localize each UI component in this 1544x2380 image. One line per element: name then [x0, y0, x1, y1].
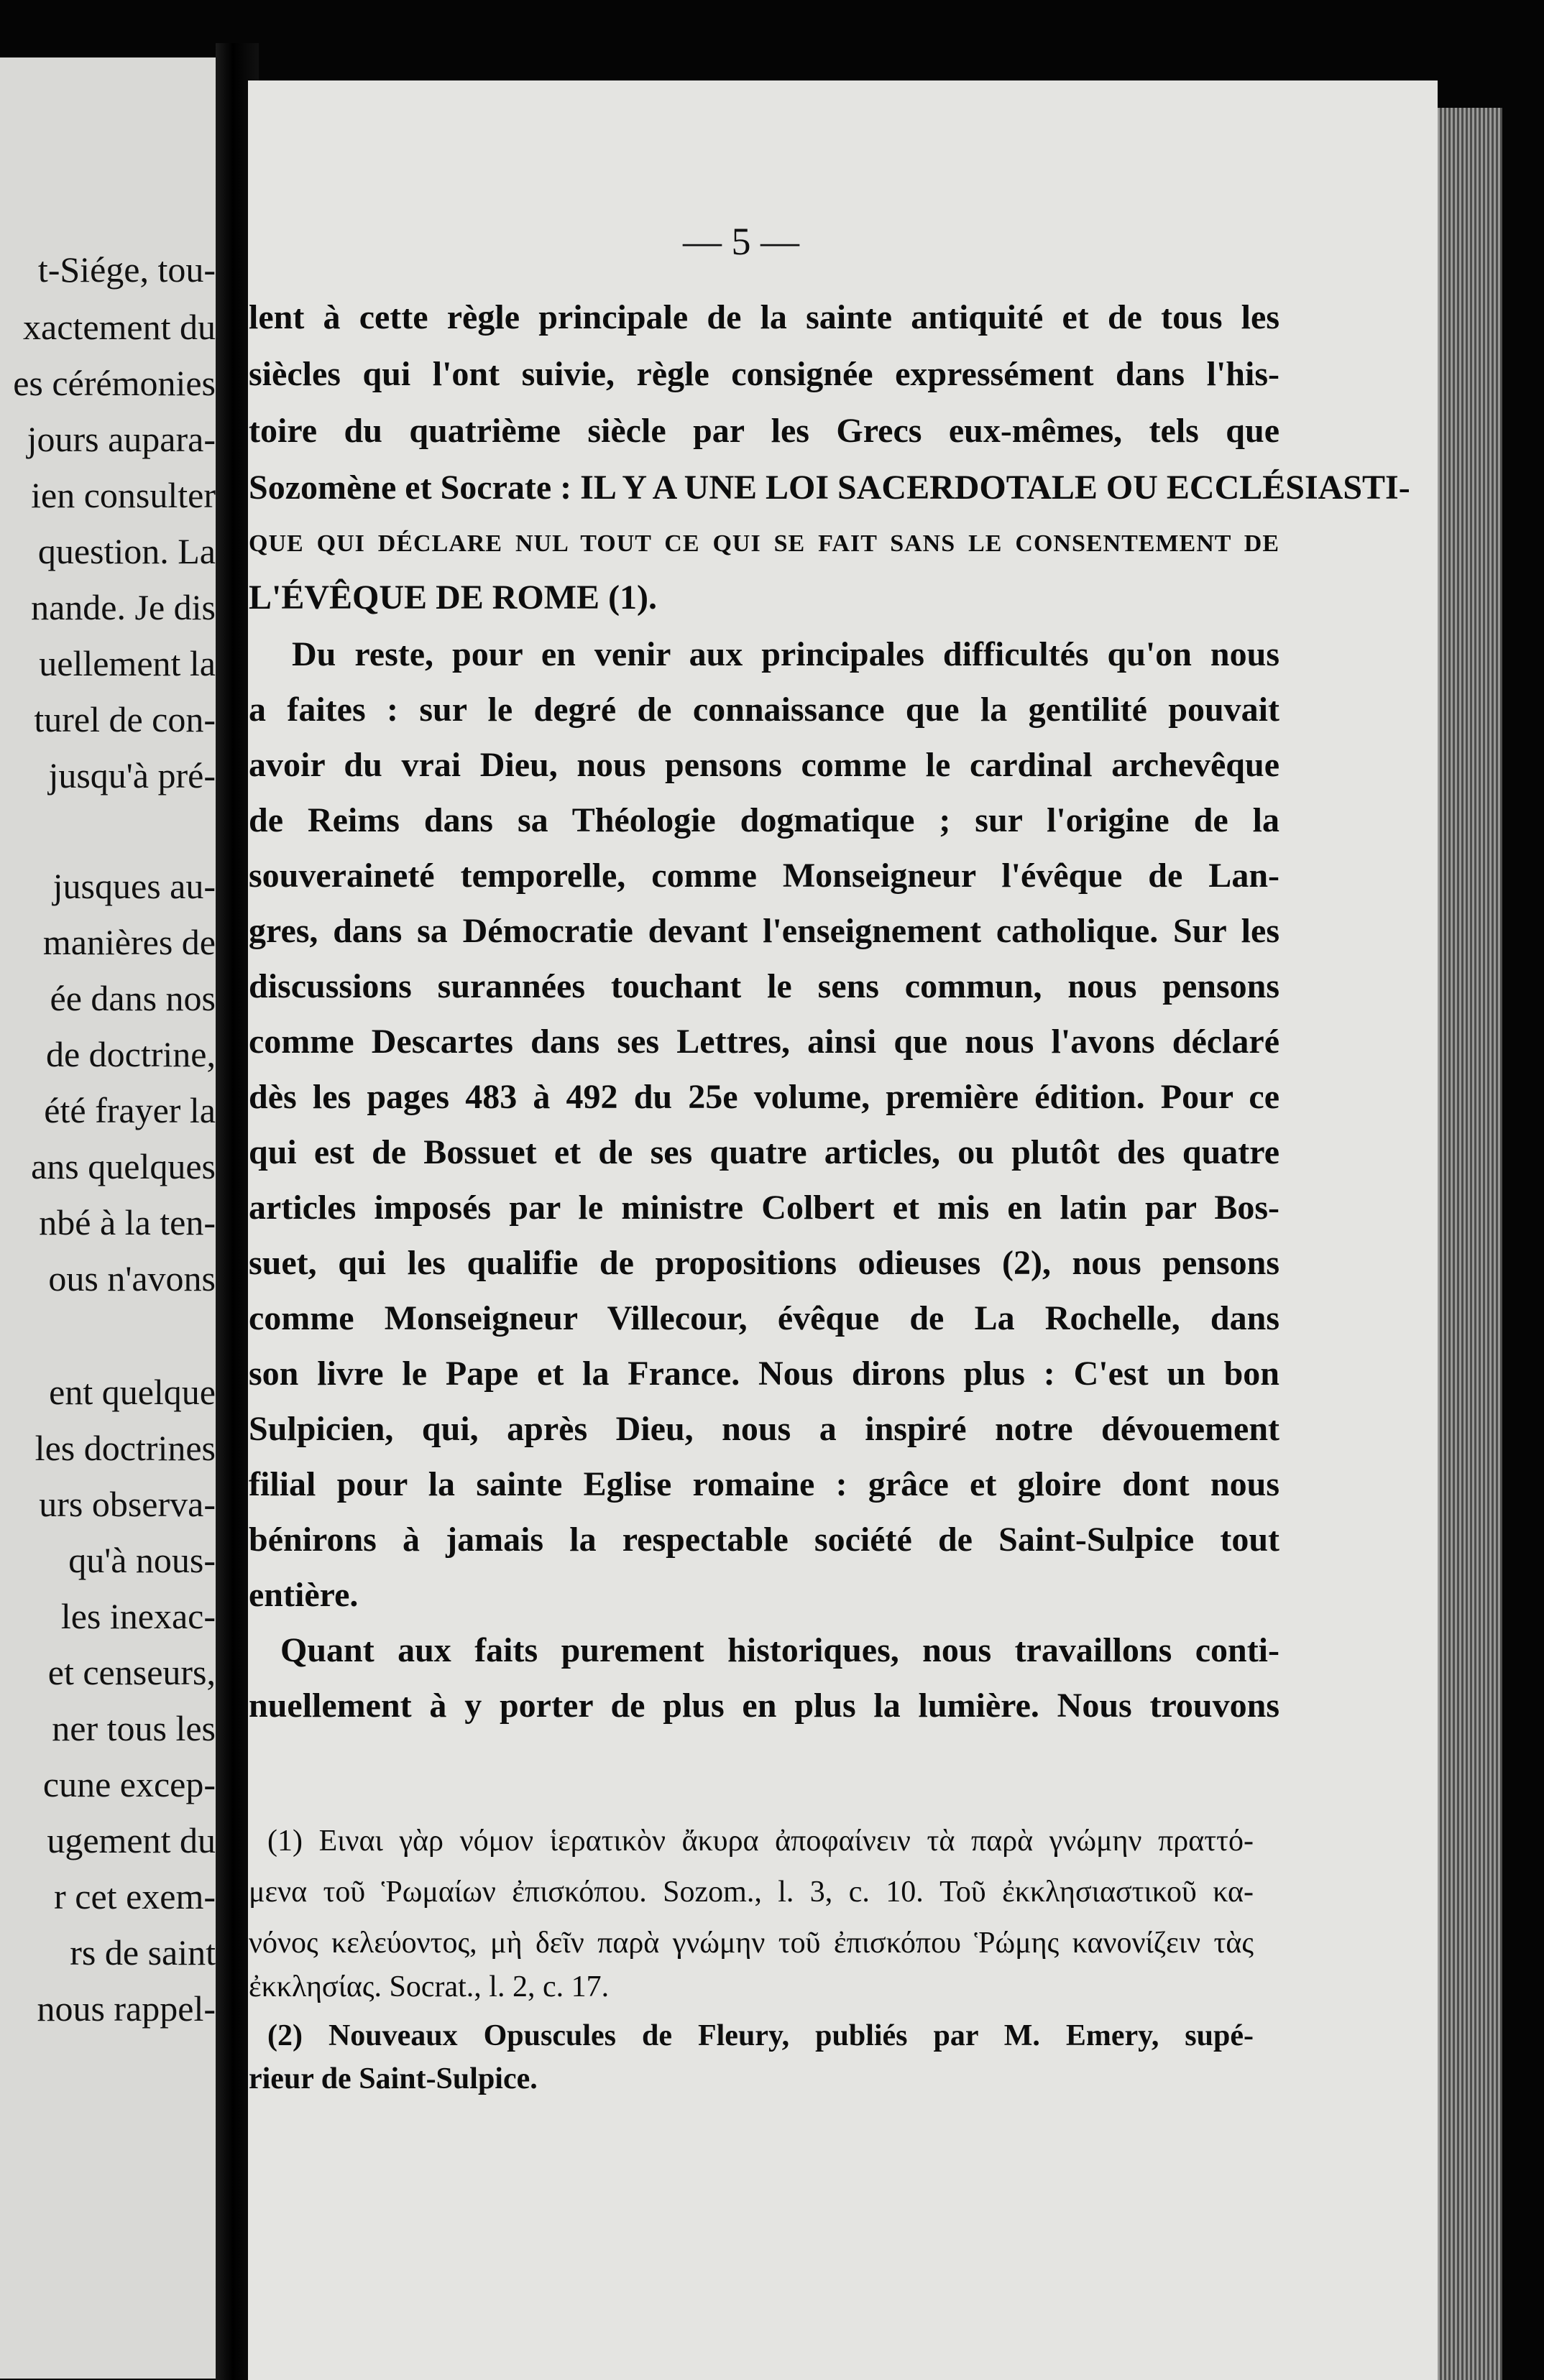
paragraph-first-line: Du reste, pour en venir aux principales difficultés qu'on nous: [292, 635, 1279, 673]
left-line: nous rappel-: [37, 1988, 216, 2029]
body-line: dès les pages 483 à 492 du 25e volume, première édition. Pour ce: [249, 1078, 1279, 1116]
left-line: cune excep-: [42, 1764, 216, 1804]
body-line: Sozomène et Socrate : IL Y A UNE LOI SACERDOTALE OU ECCLÉSIASTI-: [249, 469, 1410, 507]
body-line-small-caps: QUE QUI DÉCLARE NUL TOUT CE QUI SE FAIT SANS LE CONSENTEMENT DE: [249, 530, 1279, 557]
left-line: jours aupara-: [27, 419, 216, 459]
body-line: gres, dans sa Démocratie devant l'enseignement catholique. Sur les: [249, 912, 1279, 950]
body-line: siècles qui l'ont suivie, règle consignée expressément dans l'his-: [249, 355, 1279, 393]
left-line: nbé à la ten-: [39, 1202, 216, 1242]
left-line: xactement du: [23, 307, 216, 347]
body-line: comme Monseigneur Villecour, évêque de La Rochelle, dans: [249, 1299, 1279, 1337]
left-line: uellement la: [39, 643, 216, 683]
footnote-line: rieur de Saint-Sulpice.: [249, 2062, 538, 2095]
body-line: comme Descartes dans ses Lettres, ainsi que nous l'avons déclaré: [249, 1023, 1279, 1061]
body-line: son livre le Pape et la France. Nous dirons plus : C'est un bon: [249, 1355, 1279, 1393]
left-line: jusques au-: [52, 866, 216, 906]
footnote-line: μενα τοῦ Ῥωμαίων ἐπισκόπου. Sozom., l. 3, c. 10. Τοῦ ἐκκλησιαστικοῦ κα-: [249, 1876, 1254, 1909]
left-line: ent quelque: [49, 1372, 216, 1412]
left-line: ous n'avons: [48, 1258, 216, 1299]
left-line: manières de: [42, 922, 216, 962]
body-line: souveraineté temporelle, comme Monseigneur l'évêque de Lan-: [249, 857, 1279, 895]
left-line: ner tous les: [52, 1708, 216, 1748]
left-line: t-Siége, tou-: [37, 249, 216, 290]
left-line: qu'à nous-: [68, 1540, 216, 1580]
left-line: les inexac-: [60, 1596, 216, 1636]
left-line: ans quelques: [31, 1146, 216, 1186]
body-line: toire du quatrième siècle par les Grecs eux-mêmes, tels que: [249, 412, 1279, 450]
body-line: suet, qui les qualifie de propositions odieuses (2), nous pensons: [249, 1244, 1279, 1282]
left-line: urs observa-: [39, 1484, 216, 1524]
left-line: r cet exem-: [54, 1876, 216, 1917]
body-line: articles imposés par le ministre Colbert et mis en latin par Bos-: [249, 1189, 1279, 1227]
body-line: de Reims dans sa Théologie dogmatique ; sur l'origine de la: [249, 801, 1279, 839]
footnote-line: (1) Ειναι γὰρ νόμον ἱερατικὸν ἄκυρα ἀποφαίνειν τὰ παρὰ γνώμην πραττό-: [267, 1825, 1254, 1858]
footnote-line: ἐκκλησίας. Socrat., l. 2, c. 17.: [249, 1970, 610, 2003]
body-line: lent à cette règle principale de la sainte antiquité et de tous les: [249, 298, 1279, 336]
left-line: ugement du: [47, 1820, 216, 1860]
body-line: nuellement à y porter de plus en plus la lumière. Nous trouvons: [249, 1687, 1279, 1725]
page-number: — 5 —: [683, 220, 799, 263]
body-line: L'ÉVÊQUE DE ROME (1).: [249, 578, 658, 617]
left-line: es cérémonies: [13, 363, 216, 403]
body-line: entière.: [249, 1576, 359, 1614]
left-line: été frayer la: [44, 1090, 216, 1130]
left-line: rs de saint: [70, 1932, 216, 1973]
paragraph-first-line: Quant aux faits purement historiques, nous travaillons conti-: [280, 1631, 1279, 1669]
left-line: ien consulter: [31, 475, 216, 515]
body-line: Sulpicien, qui, après Dieu, nous a inspiré notre dévouement: [249, 1410, 1279, 1448]
left-line: et censeurs,: [47, 1652, 216, 1692]
left-line: ée dans nos: [50, 978, 216, 1018]
footnote-line: (2) Nouveaux Opuscules de Fleury, publiés par M. Emery, supé-: [267, 2019, 1254, 2052]
body-line: filial pour la sainte Eglise romaine : grâce et gloire dont nous: [249, 1465, 1279, 1503]
left-line: les doctrines: [35, 1428, 216, 1468]
left-line: de doctrine,: [45, 1034, 216, 1074]
body-line: discussions surannées touchant le sens commun, nous pensons: [249, 967, 1279, 1005]
left-line: question. La: [37, 531, 216, 571]
page-edge-stack: [1438, 108, 1502, 2380]
left-line: turel de con-: [34, 699, 216, 739]
body-line: qui est de Bossuet et de ses quatre articles, ou plutôt des quatre: [249, 1133, 1279, 1171]
footnote-line: νόνος κελεύοντος, μὴ δεῖν παρὰ γνώμην τοῦ ἐπισκόπου Ῥώμης κανονίζειν τὰς: [249, 1927, 1254, 1960]
body-line: bénirons à jamais la respectable société de Saint-Sulpice tout: [249, 1521, 1279, 1559]
left-line: jusqu'à pré-: [48, 755, 216, 795]
body-line: a faites : sur le degré de connaissance que la gentilité pouvait: [249, 691, 1279, 729]
body-line: avoir du vrai Dieu, nous pensons comme le cardinal archevêque: [249, 746, 1279, 784]
previous-page-strip: [0, 57, 223, 2379]
left-line: nande. Je dis: [31, 587, 216, 627]
